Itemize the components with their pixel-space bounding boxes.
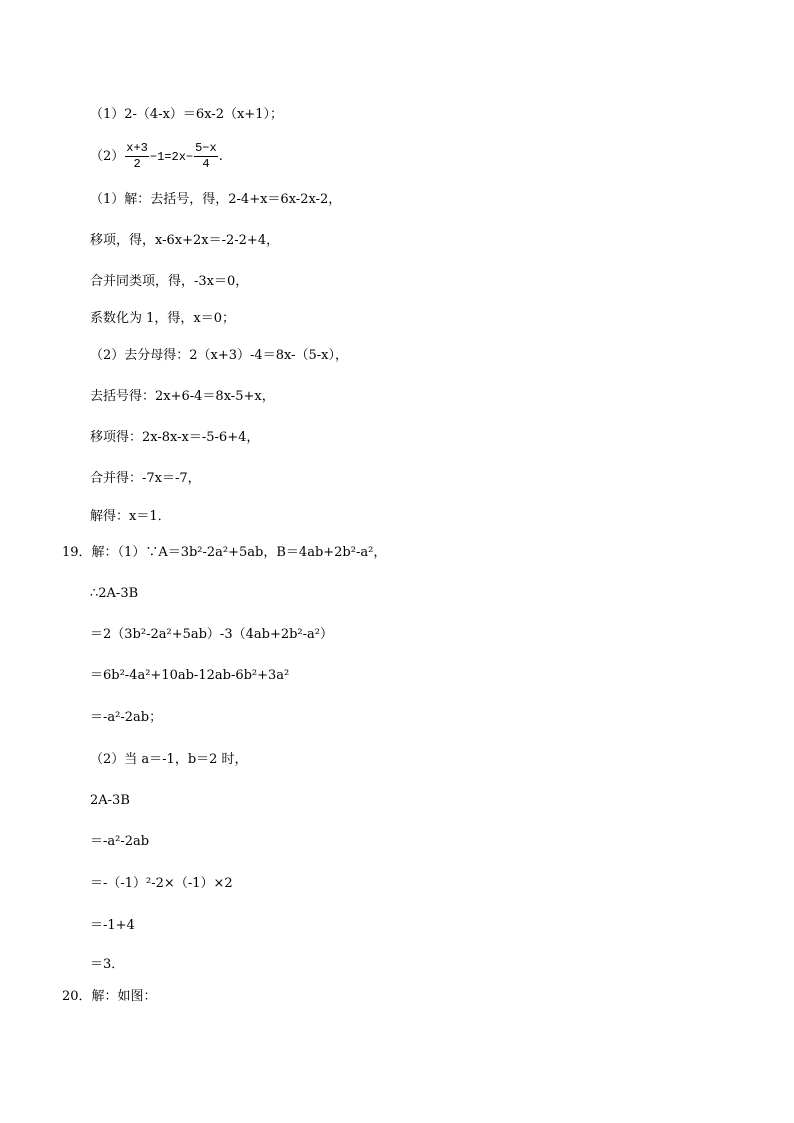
problem-19-part-2-intro: （2）当 a＝-1，b＝2 时， [90,752,248,767]
problem-2-suffix: . [218,149,223,164]
solution-1-step-2: 移项，得，x-6x+2x＝-2-2+4， [90,233,280,248]
problem-20-heading: 20．解：如图： [62,989,157,1004]
solution-1-step-3: 合并同类项，得，-3x＝0， [90,274,249,289]
fraction-5-minus-x-over-4 [194,141,218,172]
fraction-x-plus-3-over-2 [125,141,149,172]
fraction-denominator: 4 [202,157,210,171]
fraction-denominator: 2 [133,157,141,171]
fraction-numerator: 5−x [195,141,217,155]
problem-1-equation: （1）2-（4-x）＝6x-2（x+1）； [90,107,283,122]
problem-19-step-1: ∴2A-3B [90,586,139,601]
problem-19-step-2: ＝2（3b²-2a²+5ab）-3（4ab+2b²-a²） [90,627,333,642]
problem-19-part-2-step-2: ＝-a²-2ab [90,834,150,849]
problem-19-part-2-step-5: ＝3． [90,957,125,972]
fraction-numerator: x+3 [126,141,148,155]
problem-19-step-4: ＝-a²-2ab； [90,710,163,725]
problem-19-part-2-step-1: 2A-3B [90,793,130,808]
solution-2-step-5: 解得：x＝1． [90,509,171,524]
solution-1-step-4: 系数化为 1，得，x＝0； [90,311,236,326]
problem-19-heading: 19．解：（1）∵A＝3b²-2a²+5ab，B＝4ab+2b²-a²， [62,545,387,560]
solution-1-step-1: （1）解：去括号，得，2-4+x＝6x-2x-2， [90,192,342,207]
problem-19-part-2-step-4: ＝-1+4 [90,918,135,933]
problem-19-part-2-step-3: ＝-（-1）²-2×（-1）×2 [90,876,233,891]
problem-19-step-3: ＝6b²-4a²+10ab-12ab-6b²+3a² [90,668,290,683]
problem-2-prefix: （2） [90,149,125,164]
solution-2-step-2: 去括号得：2x+6-4＝8x-5+x， [90,389,275,404]
solution-2-step-1: （2）去分母得：2（x+3）-4＝8x-（5-x）， [90,348,348,363]
problem-2-middle: −1=2x− [149,150,194,164]
solution-2-step-4: 合并得：-7x＝-7， [90,471,201,486]
problem-2-equation [90,140,223,174]
solution-2-step-3: 移项得：2x-8x-x＝-5-6+4， [90,430,260,445]
